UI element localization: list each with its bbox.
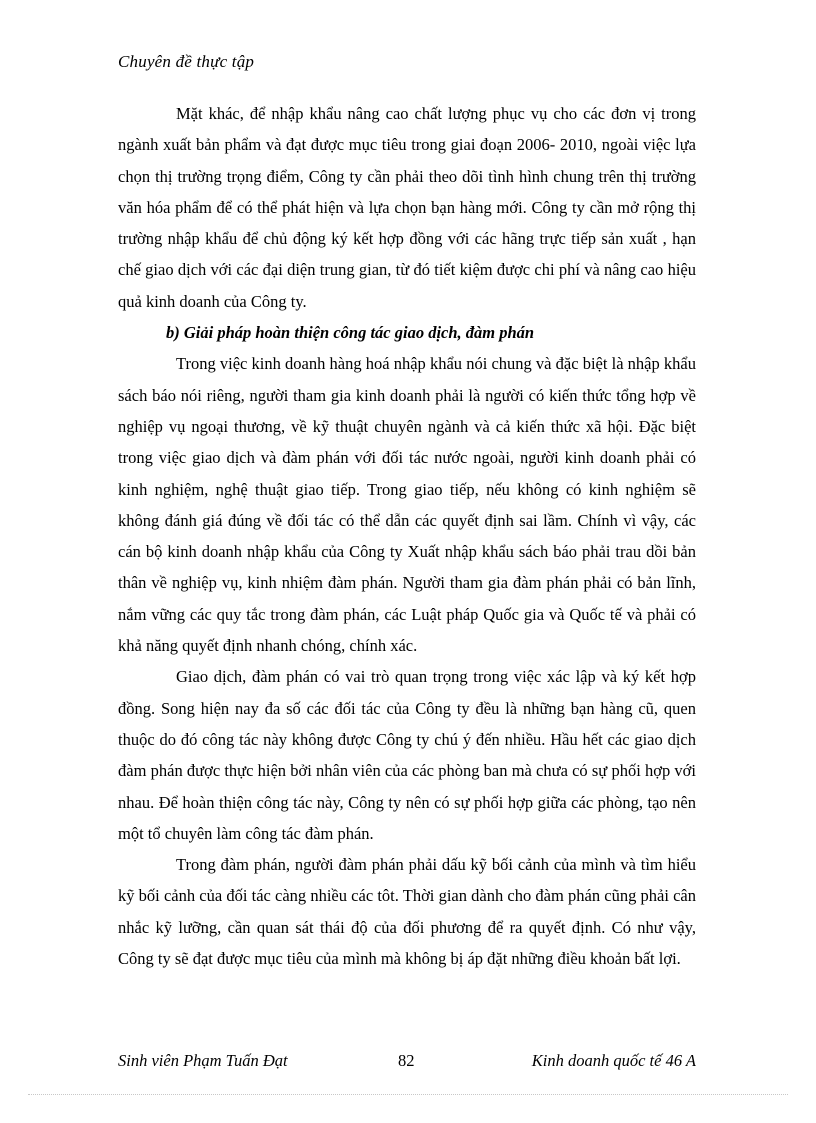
paragraph-negotiation-role: Giao dịch, đàm phán có vai trò quan trọng trong việc xác lập và ký kết hợp đồng. Song hiện nay đa số các đối tác của Công ty đều là những bạn hàng cũ, quen thuộc do đó công tác này không được Công ty chú ý đến nhiều. Hầu hết các giao dịch đàm phán được thực hiện bởi nhân viên của các phòng ban mà chưa có sự phối hợp với nhau. Để hoàn thiện công tác này, Công ty nên có sự phối hợp giữa các phòng, tạo nên một tổ chuyên làm công tác đàm phán. [118,667,696,843]
page-footer [118,1051,696,1075]
page-header-title: Chuyên đề thực tập [118,52,255,71]
paragraph-import-markets: Mặt khác, để nhập khẩu nâng cao chất lượng phục vụ cho các đơn vị trong ngành xuất bản phẩm và đạt được mục tiêu trong giai đoạn 2006- 2010, ngoài việc lựa chọn thị trường trọng điểm, Công ty cần phải theo dõi tình hình chung trên thị trường văn hóa phẩm để có thể phát hiện và lựa chọn bạn hàng mới. Công ty cần mở rộng thị trường nhập khẩu để chủ động ký kết hợp đồng với các hãng trực tiếp sản xuất , hạn chế giao dịch với các đại diện trung gian, từ đó tiết kiệm được chi phí và nâng cao hiệu quả kinh doanh của Công ty. [118,104,696,311]
paragraph-negotiation-skills: Trong việc kinh doanh hàng hoá nhập khẩu nói chung và đặc biệt là nhập khẩu sách báo nói riêng, người tham gia kinh doanh phải là người có kiến thức tổng hợp về nghiệp vụ ngoại thương, về kỹ thuật chuyên ngành và cả kiến thức xã hội. Đặc biệt trong việc giao dịch và đàm phán với đối tác nước ngoài, người kinh doanh phải có kinh nghiệm, nghệ thuật giao tiếp. Trong giao tiếp, nếu không có kinh nghiệm sẽ không đánh giá đúng về đối tác có thể dẫn các quyết định sai lầm. Chính vì vậy, các cán bộ kinh doanh nhập khẩu của Công ty Xuất nhập khẩu sách báo phải trau dồi bản thân về nghiệp vụ, kinh nhiệm đàm phán. Người tham gia đàm phán phải có bản lĩnh, nắm vững các quy tắc trong đàm phán, các Luật pháp Quốc gia và Quốc tế và phải có khả năng quyết định nhanh chóng, chính xác. [118,354,696,656]
page-bottom-divider [28,1094,788,1095]
footer-course-name: Kinh doanh quốc tế 46 A [531,1051,696,1070]
section-heading-b: b) Giải pháp hoàn thiện công tác giao dịch, đàm phán [166,323,535,343]
footer-page-number: 82 [398,1051,415,1070]
footer-student-name: Sinh viên Phạm Tuấn Đạt [118,1051,288,1070]
document-body [118,98,696,974]
paragraph-negotiation-tactics: Trong đàm phán, người đàm phán phải dấu kỹ bối cảnh của mình và tìm hiểu kỹ bối cảnh của đối tác càng nhiều các tôt. Thời gian dành cho đàm phán cũng phải cân nhắc kỹ lưỡng, cần quan sát thái độ của đối phương để ra quyết định. Có như vậy, Công ty sẽ đạt được mục tiêu của mình mà không bị áp đặt những điều khoản bất lợi. [118,855,696,969]
